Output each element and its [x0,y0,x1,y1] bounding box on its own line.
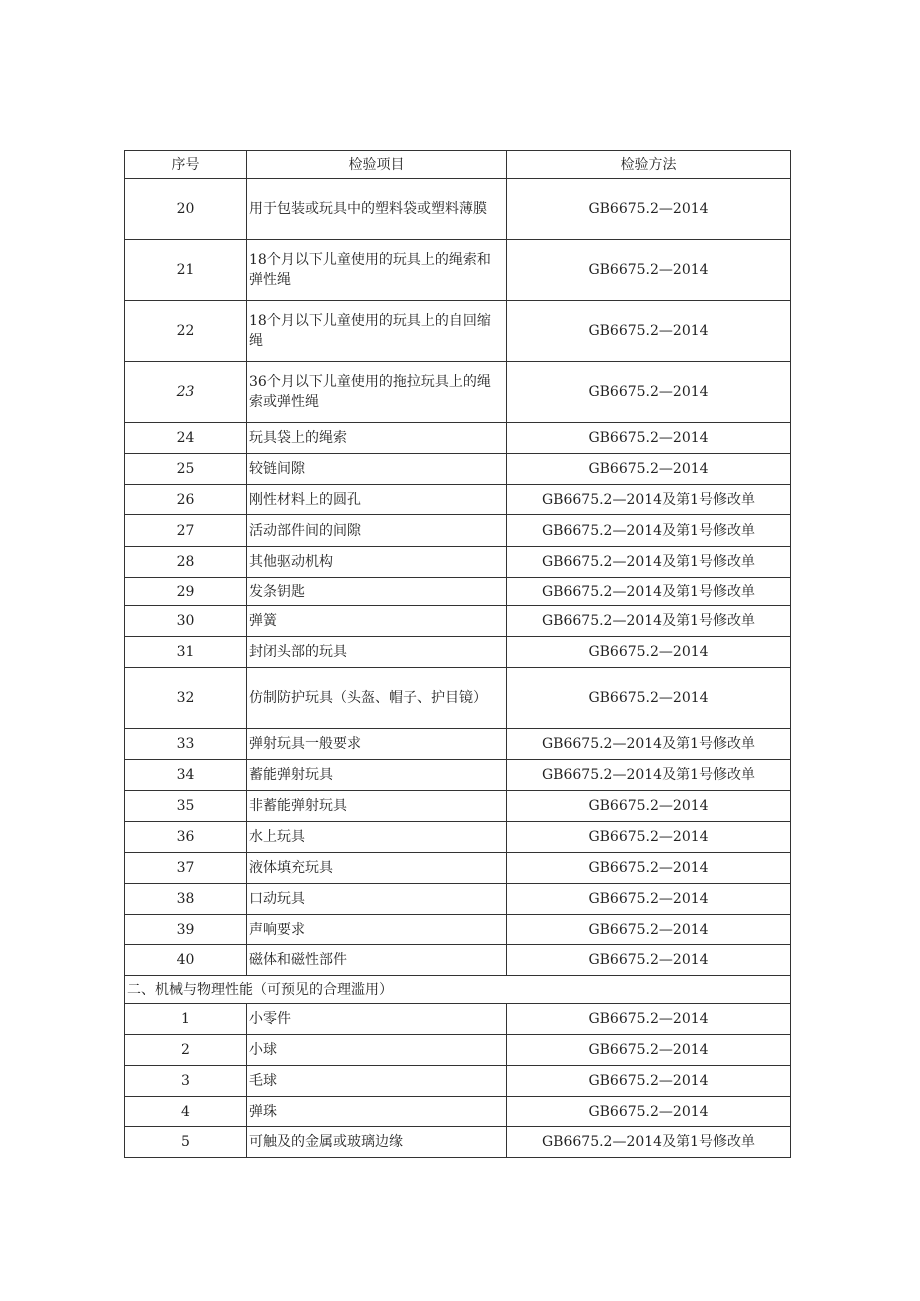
row-method: GB6675.2—2014及第1号修改单 [507,606,791,637]
row-item: 弹簧 [247,606,507,637]
row-method: GB6675.2—2014及第1号修改单 [507,578,791,606]
row-number: 34 [125,760,247,791]
row-method: GB6675.2—2014 [507,240,791,301]
row-method: GB6675.2—2014 [507,853,791,884]
row-item: 刚性材料上的圆孔 [247,485,507,515]
row-method: GB6675.2—2014 [507,637,791,668]
row-method: GB6675.2—2014 [507,301,791,362]
section-title: 二、机械与物理性能（可预见的合理滥用） [125,976,791,1004]
table-row [125,606,791,637]
row-item: 18个月以下儿童使用的玩具上的绳索和弹性绳 [247,240,507,301]
table-row [125,1097,791,1127]
table-row [125,637,791,668]
row-number: 29 [125,578,247,606]
row-item: 活动部件间的间隙 [247,515,507,547]
row-number: 4 [125,1097,247,1127]
row-number: 21 [125,240,247,301]
row-item: 液体填充玩具 [247,853,507,884]
row-item: 用于包装或玩具中的塑料袋或塑料薄膜 [247,179,507,240]
table-row [125,1035,791,1066]
table-row [125,423,791,454]
row-item: 非蓄能弹射玩具 [247,791,507,822]
row-method: GB6675.2—2014 [507,945,791,976]
row-item: 磁体和磁性部件 [247,945,507,976]
row-number: 33 [125,729,247,760]
row-item: 可触及的金属或玻璃边缘 [247,1127,507,1158]
row-method: GB6675.2—2014 [507,179,791,240]
table-row [125,1004,791,1035]
row-number: 3 [125,1066,247,1097]
row-number: 30 [125,606,247,637]
table-row [125,915,791,945]
row-number: 26 [125,485,247,515]
row-number: 36 [125,822,247,853]
row-number: 24 [125,423,247,454]
table-row [125,729,791,760]
table-row [125,760,791,791]
row-number: 32 [125,668,247,729]
row-method: GB6675.2—2014及第1号修改单 [507,1127,791,1158]
row-number: 5 [125,1127,247,1158]
row-number: 2 [125,1035,247,1066]
row-item: 毛球 [247,1066,507,1097]
row-item: 较链间隙 [247,454,507,485]
row-item: 封闭头部的玩具 [247,637,507,668]
row-method: GB6675.2—2014 [507,884,791,915]
row-number: 31 [125,637,247,668]
table-row [125,1127,791,1158]
table-row [125,547,791,578]
table-row [125,945,791,976]
row-item: 口动玩具 [247,884,507,915]
section-row [125,976,791,1004]
row-method: GB6675.2—2014 [507,1035,791,1066]
table-row [125,578,791,606]
row-number: 22 [125,301,247,362]
row-method: GB6675.2—2014 [507,1004,791,1035]
row-number: 1 [125,1004,247,1035]
row-method: GB6675.2—2014 [507,791,791,822]
row-method: GB6675.2—2014 [507,1066,791,1097]
table-row [125,515,791,547]
row-method: GB6675.2—2014 [507,423,791,454]
row-method: GB6675.2—2014 [507,1097,791,1127]
table-row [125,301,791,362]
row-item: 玩具袋上的绳索 [247,423,507,454]
table-row [125,791,791,822]
row-method: GB6675.2—2014及第1号修改单 [507,729,791,760]
row-method: GB6675.2—2014及第1号修改单 [507,485,791,515]
row-number: 27 [125,515,247,547]
row-method: GB6675.2—2014及第1号修改单 [507,515,791,547]
row-number: 20 [125,179,247,240]
row-method: GB6675.2—2014 [507,668,791,729]
table-row [125,179,791,240]
table-row [125,454,791,485]
row-item: 水上玩具 [247,822,507,853]
row-number: 39 [125,915,247,945]
table-row [125,1066,791,1097]
row-number: 38 [125,884,247,915]
row-item: 小零件 [247,1004,507,1035]
row-number: 28 [125,547,247,578]
inspection-table [124,150,791,1158]
row-item: 仿制防护玩具（头盔、帽子、护目镜） [247,668,507,729]
table-row [125,822,791,853]
table-row [125,853,791,884]
row-number: 40 [125,945,247,976]
table-row [125,668,791,729]
row-method: GB6675.2—2014 [507,454,791,485]
row-item: 声响要求 [247,915,507,945]
table-row [125,884,791,915]
row-item: 其他驱动机构 [247,547,507,578]
row-number: 35 [125,791,247,822]
header-item: 检验项目 [247,151,507,179]
table-row [125,240,791,301]
header-row [125,151,791,179]
table-row [125,362,791,423]
row-method: GB6675.2—2014及第1号修改单 [507,547,791,578]
table-row [125,485,791,515]
row-item: 36个月以下儿童使用的拖拉玩具上的绳索或弹性绳 [247,362,507,423]
row-method: GB6675.2—2014 [507,362,791,423]
row-item: 蓄能弹射玩具 [247,760,507,791]
row-number: 37 [125,853,247,884]
row-item: 小球 [247,1035,507,1066]
row-item: 弹射玩具一般要求 [247,729,507,760]
header-method: 检验方法 [507,151,791,179]
row-number: 23 [125,362,247,423]
row-item: 弹珠 [247,1097,507,1127]
row-number: 25 [125,454,247,485]
row-method: GB6675.2—2014 [507,822,791,853]
row-method: GB6675.2—2014 [507,915,791,945]
row-item: 发条钥匙 [247,578,507,606]
header-no: 序号 [125,151,247,179]
row-item: 18个月以下儿童使用的玩具上的自回缩绳 [247,301,507,362]
row-method: GB6675.2—2014及第1号修改单 [507,760,791,791]
